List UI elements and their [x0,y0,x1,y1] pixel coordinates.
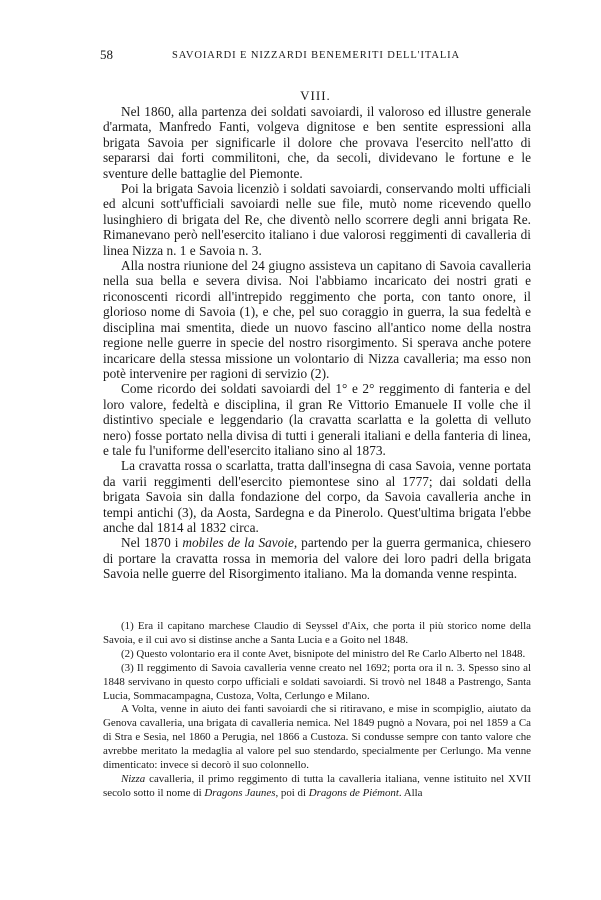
paragraph: Poi la brigata Savoia licenziò i soldati savoiardi, conservando molti ufficiali ed alcuni sott'ufficiali savoiardi nelle sue file, mutò nome ricevendo quello lusinghiero di brigata del Re, che diventò nello scorrere degli anni brigata Re. Rimanevano però nell'esercito italiano i due valorosi reggimenti di cavalleria di linea Nizza n. 1 e Savoia n. 3. [103,181,531,258]
text-span: , poi di [275,786,309,799]
text-span: Nel 1870 i [121,535,183,551]
footnote: (2) Questo volontario era il conte Avet, bisnipote del ministro del Re Carlo Alberto nel 1848. [121,647,526,660]
page-number: 58 [100,47,113,62]
paragraph: La cravatta rossa o scarlatta, tratta dall'insegna di casa Savoia, venne portata da varii reggimenti dell'esercito piemontese sino al 1777; dai soldati della brigata Savoia sin dalla fondazione del corpo, da Savoia cavalleria anche in tempi antichi (3), da Aosta, Sardegna e da Pinerolo. Quest'ultima brigata l'ebbe anche dal 1814 al 1832 circa. [103,458,531,535]
text-span: cavalleria, il primo reggimento di tutta la cavalleria italiana, venne istituito nel XVII secolo sotto il nome di [103,772,531,799]
chapter-heading: VIII. [300,88,331,103]
italic-text: Dragons Jaunes [204,786,276,799]
paragraph [103,535,531,581]
paragraph: Come ricordo dei soldati savoiardi del 1° e 2° reggimento di fanteria e del loro valore, fedeltà e disciplina, il gran Re Vittorio Emanuele II volle che il distintivo speciale e leggendario (la cravatta scarlatta e la goletta di velluto nero) fosse portato nella divisa di tutti i generali italiani e della fanteria di linea, e tale fu l'uniforme dell'esercito italiano sino al 1873. [103,381,531,458]
italic-text: Dragons de Piémont [308,786,399,799]
paragraph: Alla nostra riunione del 24 giugno assisteva un capitano di Savoia cavalleria nella sua bella e severa divisa. Noi l'abbiamo incaricato dei nostri grati e riconoscenti ricordi all'intrepido reggimento che porta, con tanto onore, il glorioso nome di Savoia (1), e che, pel suo coraggio in guerra, la sua fedeltà e disciplina mai smentita, diede un nuovo fascino all'antico nome della nostra regione nelle guerre in specie del nostro risorgimento. Si sperava anche potere incaricare della stessa missione un volontario di Nizza cavalleria; ma esso non potè intervenire per ragioni di servizio (2). [103,258,531,381]
footnote [103,773,531,801]
text-span: . Alla [398,786,423,799]
footnote: (3) Il reggimento di Savoia cavalleria venne creato nel 1692; porta ora il n. 3. Spesso sino al 1848 servivano in questo corpo ufficiali e soldati savoiardi. Si trovò nel 1848 a Pastrengo, Santa Lucia, Sommacampagna, Custoza, Volta, Cerlungo e Milano. [103,661,531,702]
italic-text: mobiles de la Savoie [182,535,294,551]
running-title: SAVOIARDI E NIZZARDI BENEMERITI DELL'ITALIA [172,50,461,61]
italic-text: Nizza [121,772,146,785]
text-span: , partendo per la guerra germanica, chiesero di portare la cravatta rossa in memoria del valore dei loro padri della brigata Savoia nelle guerre del Risorgimento italiano. Ma la domanda venne respinta. [103,535,531,582]
footnote: (1) Era il capitano marchese Claudio di Seyssel d'Aix, che porta il più storico nome della Savoia, e il cui avo si distinse anche a Santa Lucia e a Goito nel 1848. [103,620,531,646]
paragraph: Nel 1860, alla partenza dei soldati savoiardi, il valoroso ed illustre generale d'armata, Manfredo Fanti, volgeva dignitose e ben sentite espressioni alla brigata Savoia per significarle il dolore che provava l'esercito nell'atto di separarsi dai forti commilitoni, che, da secoli, dividevano le fortune e le sventure delle battaglie del Piemonte. [103,104,531,181]
main-text [103,104,531,582]
footnotes [103,620,531,801]
footnote: A Volta, venne in aiuto dei fanti savoiardi che si ritiravano, e mise in scompiglio, aiutato da Genova cavalleria, una brigata di cavalleria nemica. Nel 1849 pugnò a Novara, poi nel 1859 a Ca di Stra e Sesia, nel 1860 a Perugia, nel 1866 a Custoza. Si condusse sempre con tanto valore che avrebbe meritato la medaglia al valore pel suo stendardo, specialmente per Cerlungo. Ma venne dimenticato: invece si decorò il suo colonnello. [103,703,531,772]
